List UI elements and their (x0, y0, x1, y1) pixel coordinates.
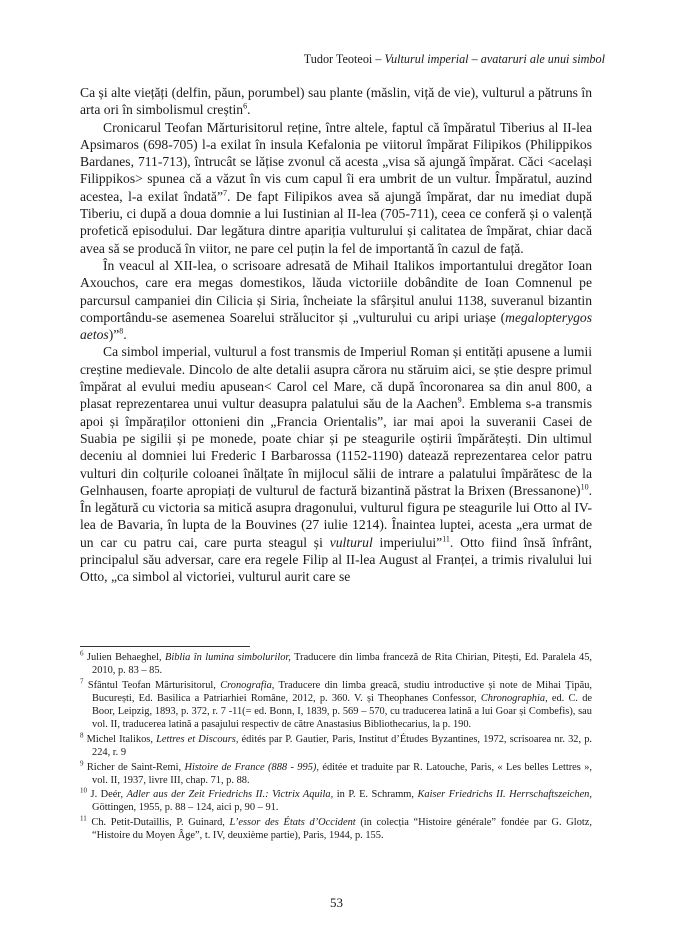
paragraph (80, 343, 592, 585)
text-run: . De fapt Filipikos avea să ajungă împărat, dar nu imediat după Tiberiu, ci după a doua domnie a lui Iustinian al II-lea (705-711), ceea ce conferă și o valență profetică episodului. Dar legătura dintre apariția vulturului și calitatea de împărat, chiar dacă avea să se producă în viitor, ne pare cel puțin la fel de importantă în cazul de față. (80, 188, 592, 256)
text-run: În veacul al XII-lea, o scrisoare adresată de Mihail Italikos importantului dregător Ioan Axouchos, care era megas domestikos, lăuda victoriile dobândite de Ioan Comnenul pe parcursul campaniei din Cilicia și Siria, încheiate la sfârșitul anului 1138, suveranul bizantin comportându-se asemenea Soarelui strălucitor și „vulturului cu aripi uriașe ( (80, 257, 592, 325)
text-run: Michel Italikos, (83, 733, 157, 745)
footnote-ref: 6 (243, 101, 248, 111)
italic-text: Lettres et Discours, (156, 733, 239, 745)
text-run: . (247, 102, 251, 118)
text-run: Ch. Petit-Dutaillis, P. Guinard, (86, 817, 230, 829)
paragraph (80, 257, 592, 343)
italic-text: Chronographia, (480, 692, 548, 704)
text-run: édités par P. Gautier, Paris, Institut d’Études Byzantines, 1972, scrisoarea nr. 32, p. 224, r. 9 (92, 733, 592, 758)
text-run: Cronicarul Teofan Mărturisitorul reține, între altele, faptul că împăratul Tiberius al II-lea Apsimaros (698-705) l-a exilat în insula Kefalonia pe viitorul împărat Filipikos (Philippikos Bardanes, 711-713), întrucât se lățise zvonul că acesta „visa să ajungă împărat. Căci <același Filippikos> spunea că a văzut în vis cum capul îi era umbrit de un vultur. Împăratul, auzind acestea, l-a exilat îndată” (80, 119, 592, 204)
italic-text: vulturul (329, 534, 373, 550)
header-separator: – (372, 52, 385, 66)
footnote-ref: 11 (80, 814, 87, 823)
italic-text: Histoire de France (888 - 995), (184, 761, 319, 773)
italic-text: Adler aus der Zeit Friedrichs II.: Victrix Aquila, (126, 789, 334, 801)
text-run: imperiului” (372, 534, 443, 550)
running-header (304, 52, 605, 67)
text-run: (in colecția “Histoire générale” fondée par G. Glotz, “Histoire du Moyen Âge”, t. IV, deuxième partie), Paris, 1944, p. 155. (92, 817, 592, 842)
footnote-ref: 11 (442, 534, 450, 544)
text-run: Sfântul Teofan Mărturisitorul, (83, 679, 221, 691)
footnote-ref: 7 (80, 677, 84, 686)
italic-text: megalopterygos aetos (80, 309, 592, 343)
header-author: Tudor Teoteoi (303, 52, 373, 66)
text-run: . Otto fiind însă înfrânt, principalul său adversar, care era regele Filip al II-lea August al Franței, a trimis rivalului lui Otto, „ca simbol al victoriei, vulturul aurit care se (80, 534, 592, 585)
footnote-ref: 7 (222, 188, 227, 198)
paragraph (80, 119, 592, 257)
text-run: Traducere din limba greacă, studiu introductive și note de Mihai Țipău, București, Ed. Basilica a Patriarhiei Române, 2012, p. 360. V. și Theophanes Confessor, (92, 679, 592, 704)
footnote-ref: 8 (80, 731, 84, 740)
text-run: J. Deér, (87, 789, 127, 801)
footnote (80, 816, 592, 842)
italic-text: L’essor des États d’Occident (229, 817, 356, 829)
footnote-ref: 9 (80, 759, 84, 768)
footnote (80, 761, 592, 787)
italic-text: Kaiser Friedrichs II. Herrschaftszeichen, (417, 789, 592, 801)
paragraph (80, 84, 592, 119)
text-run: )” (108, 327, 120, 343)
text-run: in P. E. Schramm, (333, 789, 418, 801)
text-run: éditée et traduite par R. Latouche, Paris, « Les belles Lettres », vol. II, 1937, livre III, chap. 71, p. 88. (92, 761, 592, 786)
footnote-ref: 6 (80, 649, 84, 658)
text-run: . În legătură cu victoria sa mitică asupra dragonului, vulturul figura pe steagurile lui Otto al IV-lea de Bavaria, în lupta de la Bouvines (27 iulie 1214). Înaintea luptei, acesta „era urmat de un car cu patru cai, care purta steagul și (80, 482, 592, 550)
footnotes (80, 651, 592, 844)
text-run: . Emblema s-a transmis apoi și împăraților ottonieni din „Francia Orientalis”, iar mai apoi la suveranii Casei de Suabia pe sigilii și pe monede, poate chiar și pe steagurile oștirii împărătești. Din ultimul deceniu al domniei lui Frederic I Barbarossa (1152-1190) datează reprezentarea celor patru vulturi din colțurile coloanei înălțate în mijlocul sălii de intrare a palatului împărătesc de la Gelnhausen, foarte apropiați de vulturul de factură bizantină păstrat la Brixen (Bressanone) (80, 396, 592, 498)
text-run: Julien Behaeghel, (83, 652, 165, 663)
text-run: Ca simbol imperial, vulturul a fost transmis de Imperiul Roman și entități apusene a lumii creștine medievale. Dincolo de alte detalii asupra cărora nu stăruim aici, se știe despre primul împărat al evului mediu apusean< Carol cel Mare, că după încoronarea sa din anul 800, a plasat reprezentarea unui vultur deasupra palatului său de la Aachen (80, 344, 592, 412)
footnote-ref: 8 (119, 326, 124, 336)
text-run: ed. C. de Boor, Leipzig, 1893, p. 372, r. 7 -11(= ed. Bonn, I, 1839, p. 569 – 570, cu traducerea latină a lui Goar și Combefis), sau vol. II, traducerea latină a pasajului respectiv de către Anastasius Bibliothecarius, la p. 190. (92, 692, 592, 731)
footnote-ref: 10 (580, 482, 589, 492)
footnote-ref: 10 (80, 786, 87, 795)
italic-text: Biblia în lumina simbolurilor, (164, 652, 291, 663)
text-run: Ca și alte viețăți (delfin, păun, porumbel) sau plante (măslin, viță de vie), vulturul a pătruns în arta ori în simbolismul creștin (80, 85, 592, 118)
footnote (80, 679, 592, 731)
footnote (80, 788, 592, 814)
text-run: Richer de Saint-Remi, (83, 761, 185, 773)
italic-text: Cronografia, (220, 679, 275, 691)
header-title: Vulturul imperial – avataruri ale unui simbol (384, 52, 605, 66)
page-number: 53 (330, 895, 343, 910)
footnote (80, 733, 592, 759)
text-run: Traducere din limba franceză de Rita Chirian, Pitești, Ed. Paralela 45, 2010, p. 83 – 85. (92, 652, 593, 677)
text-run: Göttingen, 1955, p. 88 – 124, aici p, 90 – 91. (92, 802, 279, 814)
footnote-ref: 9 (457, 395, 462, 405)
main-text (80, 84, 592, 586)
text-run: . (123, 327, 127, 343)
footnote (80, 651, 592, 677)
footnote-separator (80, 646, 250, 647)
